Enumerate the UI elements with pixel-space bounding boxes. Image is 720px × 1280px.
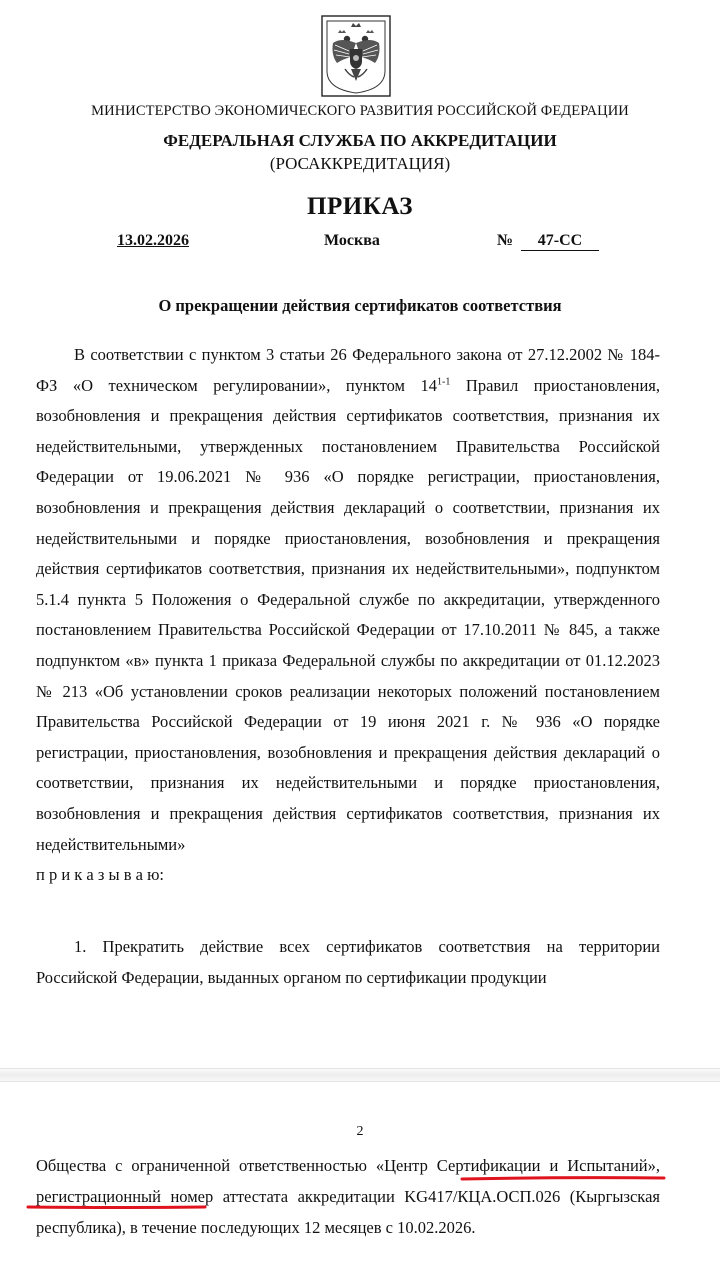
russian-coat-of-arms-icon	[321, 15, 391, 97]
order-item-1: 1. Прекратить действие всех сертификатов соответствия на территории Российской Федерации, выданных органом по сертификации продукции	[36, 937, 660, 987]
service-abbreviation: (РОСАККРЕДИТАЦИЯ)	[269, 154, 451, 173]
ministry-name: МИНИСТЕРСТВО ЭКОНОМИЧЕСКОГО РАЗВИТИЯ РОССИЙСКОЙ ФЕДЕРАЦИИ	[91, 103, 629, 119]
document-date: 13.02.2026	[117, 232, 189, 249]
document-city: Москва	[324, 232, 380, 249]
page-break	[0, 1068, 720, 1082]
preamble-paragraph	[36, 340, 660, 891]
document-number: 47-СС	[521, 232, 599, 251]
preamble-text-part2: Правил приостановления, возобновления и прекращения действия сертификатов соответствия, признания их недействительными, утвержденных постановлением Правительства Российской Федерации от 19.06.2021 № 936 «О порядке регистрации, приостановления, возобновления и прекращения действия деклараций о соответствии, признания их недействительными и порядке приостановления, возобновления и прекращения действия сертификатов соответствия, признания их недействительными», подпунктом 5.1.4 пункта 5 Положения о Федеральной службе по аккредитации, утвержденного постановлением Правительства Российской Федерации от 17.10.2011 № 845, а также подпунктом «в» пункта 1 приказа Федеральной службы по аккредитации от 01.12.2023 № 213 «Об установлении сроков реализации некоторых положений постановлением Правительства Российской Федерации от 19 июня 2021 г. № 936 «О порядке регистрации, приостановления, возобновления и прекращения действия деклараций о соответствии, признания их недействительными и порядке приостановления, возобновления и прекращения действия сертификатов соответствия, признания их недействительными»	[36, 375, 660, 854]
document-title: ПРИКАЗ	[307, 193, 413, 220]
order-word: п р и к а з ы в а ю:	[36, 865, 165, 885]
preamble-text-part1: В соответствии с пунктом 3 статьи 26 Федерального закона от 27.12.2002 № 184-ФЗ «О техническом регулировании», пунктом 14	[36, 345, 660, 395]
superscript: 1-1	[437, 376, 451, 388]
service-name: ФЕДЕРАЛЬНАЯ СЛУЖБА ПО АККРЕДИТАЦИИ	[163, 131, 557, 150]
document-subject: О прекращении действия сертификатов соответствия	[158, 296, 562, 315]
document-number-label: №	[497, 232, 514, 249]
red-underline-annotation	[0, 1170, 720, 1220]
page2-paragraph: Общества с ограниченной ответственностью «Центр Сертификации и Испытаний», регистрационный номер аттестата аккредитации KG417/КЦА.ОСП.026 (Кыргызская республика), в течение последующих 12 месяцев с 10.02.2026.	[36, 1156, 660, 1237]
page-number: 2	[356, 1124, 364, 1139]
